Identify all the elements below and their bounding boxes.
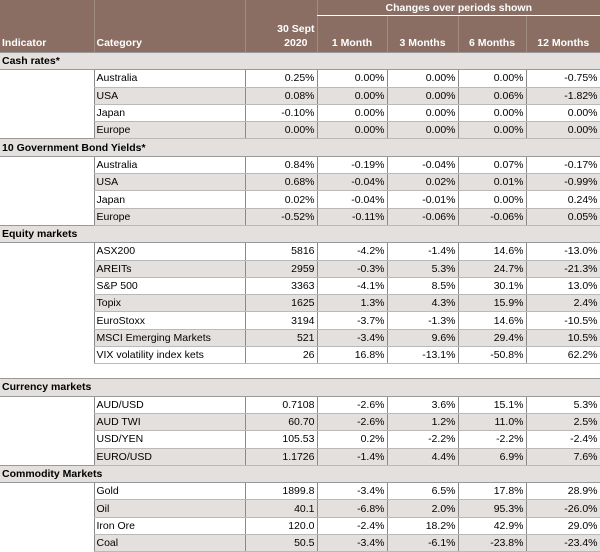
period-6-months-header: 6 Months [458, 16, 526, 53]
change-12-months-cell: -2.4% [526, 431, 600, 448]
indicator-cell [0, 312, 94, 329]
change-3-months-cell: 0.00% [387, 70, 458, 87]
change-12-months-cell: 2.5% [526, 413, 600, 430]
change-6-months-cell: -50.8% [458, 347, 526, 364]
value-30-sept-2020-cell: 105.53 [245, 431, 317, 448]
change-12-months-cell: 62.2% [526, 347, 600, 364]
change-12-months-cell: -0.75% [526, 70, 600, 87]
change-12-months-cell: -1.82% [526, 87, 600, 104]
change-3-months-cell: 18.2% [387, 517, 458, 534]
category-cell: Europe [94, 208, 245, 225]
value-30-sept-2020-cell: 3363 [245, 277, 317, 294]
category-cell: AUD/USD [94, 396, 245, 413]
period-1-month-header: 1 Month [317, 16, 387, 53]
value-30-sept-2020-cell: 120.0 [245, 517, 317, 534]
table-row [0, 191, 600, 208]
value-30-sept-2020-cell: 0.00% [245, 122, 317, 139]
table-row [0, 396, 600, 413]
indicator-cell [0, 431, 94, 448]
category-column-header: Category [94, 16, 245, 53]
change-6-months-cell: -0.06% [458, 208, 526, 225]
change-3-months-cell: 2.0% [387, 500, 458, 517]
change-3-months-cell: -13.1% [387, 347, 458, 364]
indicator-cell [0, 295, 94, 312]
change-3-months-cell: 0.02% [387, 174, 458, 191]
value-30-sept-2020-cell: 3194 [245, 312, 317, 329]
change-12-months-cell: 0.24% [526, 191, 600, 208]
header-spacer [94, 0, 245, 16]
change-3-months-cell: 0.00% [387, 87, 458, 104]
section-header-row [0, 139, 600, 156]
change-1-month-cell: -6.8% [317, 500, 387, 517]
indicator-cell [0, 122, 94, 139]
change-1-month-cell: -2.6% [317, 413, 387, 430]
change-12-months-cell: -10.5% [526, 312, 600, 329]
change-12-months-cell: -23.4% [526, 535, 600, 552]
change-1-month-cell: -3.4% [317, 329, 387, 346]
indicator-cell [0, 243, 94, 260]
table-row [0, 70, 600, 87]
table-row [0, 243, 600, 260]
section-title: Cash rates* [0, 53, 600, 70]
indicator-cell [0, 329, 94, 346]
change-12-months-cell: 5.3% [526, 396, 600, 413]
value-30-sept-2020-cell: 1.1726 [245, 448, 317, 465]
change-3-months-cell: 1.2% [387, 413, 458, 430]
category-cell: Japan [94, 191, 245, 208]
change-1-month-cell: -2.4% [317, 517, 387, 534]
change-3-months-cell: -0.06% [387, 208, 458, 225]
table-row [0, 87, 600, 104]
change-1-month-cell: -0.04% [317, 191, 387, 208]
change-12-months-cell: 0.00% [526, 104, 600, 121]
category-cell: Gold [94, 483, 245, 500]
value-30-sept-2020-cell: 2959 [245, 260, 317, 277]
value-30-sept-2020-cell: 0.68% [245, 174, 317, 191]
change-1-month-cell: 0.2% [317, 431, 387, 448]
change-3-months-cell: 4.3% [387, 295, 458, 312]
change-1-month-cell: 0.00% [317, 122, 387, 139]
category-cell: Topix [94, 295, 245, 312]
change-12-months-cell: -13.0% [526, 243, 600, 260]
change-3-months-cell: -0.01% [387, 191, 458, 208]
change-3-months-cell: -2.2% [387, 431, 458, 448]
indicator-cell [0, 174, 94, 191]
change-3-months-cell: 8.5% [387, 277, 458, 294]
change-12-months-cell: 29.0% [526, 517, 600, 534]
change-6-months-cell: -2.2% [458, 431, 526, 448]
indicator-cell [0, 483, 94, 500]
category-cell: EURO/USD [94, 448, 245, 465]
value-30-sept-2020-cell: 26 [245, 347, 317, 364]
indicator-cell [0, 347, 94, 364]
category-cell: EuroStoxx [94, 312, 245, 329]
category-cell: S&P 500 [94, 277, 245, 294]
change-1-month-cell: -3.4% [317, 483, 387, 500]
category-cell: ASX200 [94, 243, 245, 260]
indicator-cell [0, 413, 94, 430]
date-column-header [245, 16, 317, 53]
change-1-month-cell: -0.04% [317, 174, 387, 191]
change-12-months-cell: 0.00% [526, 122, 600, 139]
change-1-month-cell: -0.3% [317, 260, 387, 277]
value-30-sept-2020-cell: 1625 [245, 295, 317, 312]
change-6-months-cell: 95.3% [458, 500, 526, 517]
indicator-cell [0, 517, 94, 534]
change-3-months-cell: -6.1% [387, 535, 458, 552]
change-6-months-cell: 15.9% [458, 295, 526, 312]
change-6-months-cell: 0.06% [458, 87, 526, 104]
change-6-months-cell: -23.8% [458, 535, 526, 552]
change-6-months-cell: 0.00% [458, 70, 526, 87]
change-6-months-cell: 30.1% [458, 277, 526, 294]
change-6-months-cell: 24.7% [458, 260, 526, 277]
change-3-months-cell: 4.4% [387, 448, 458, 465]
table-row [0, 312, 600, 329]
change-1-month-cell: -0.11% [317, 208, 387, 225]
change-3-months-cell: 5.3% [387, 260, 458, 277]
table-row [0, 156, 600, 173]
header-spacer [245, 0, 317, 16]
indicator-cell [0, 191, 94, 208]
table-row [0, 295, 600, 312]
section-header-row [0, 465, 600, 482]
table-row [0, 277, 600, 294]
table-row [0, 500, 600, 517]
change-3-months-cell: 9.6% [387, 329, 458, 346]
table-row [0, 517, 600, 534]
category-cell: Coal [94, 535, 245, 552]
change-6-months-cell: 11.0% [458, 413, 526, 430]
value-30-sept-2020-cell: -0.10% [245, 104, 317, 121]
change-3-months-cell: 0.00% [387, 104, 458, 121]
change-1-month-cell: -4.1% [317, 277, 387, 294]
indicator-cell [0, 277, 94, 294]
change-12-months-cell: 13.0% [526, 277, 600, 294]
value-30-sept-2020-cell: 1899.8 [245, 483, 317, 500]
change-12-months-cell: -26.0% [526, 500, 600, 517]
change-1-month-cell: 16.8% [317, 347, 387, 364]
change-12-months-cell: 2.4% [526, 295, 600, 312]
change-12-months-cell: 7.6% [526, 448, 600, 465]
indicator-cell [0, 70, 94, 87]
category-cell: AUD TWI [94, 413, 245, 430]
value-30-sept-2020-cell: 0.02% [245, 191, 317, 208]
category-cell: Europe [94, 122, 245, 139]
date-header-text: 30 Sept 2020 [277, 23, 315, 49]
value-30-sept-2020-cell: 0.84% [245, 156, 317, 173]
category-cell: Japan [94, 104, 245, 121]
change-12-months-cell: -0.99% [526, 174, 600, 191]
value-30-sept-2020-cell: 0.25% [245, 70, 317, 87]
change-3-months-cell: -0.04% [387, 156, 458, 173]
change-6-months-cell: 14.6% [458, 312, 526, 329]
change-6-months-cell: 0.07% [458, 156, 526, 173]
category-cell: Australia [94, 156, 245, 173]
category-cell: USD/YEN [94, 431, 245, 448]
indicator-cell [0, 156, 94, 173]
change-1-month-cell: 0.00% [317, 104, 387, 121]
indicator-cell [0, 500, 94, 517]
change-12-months-cell: 0.05% [526, 208, 600, 225]
change-6-months-cell: 42.9% [458, 517, 526, 534]
table-row [0, 535, 600, 552]
change-12-months-cell: 28.9% [526, 483, 600, 500]
section-header-row [0, 53, 600, 70]
indicator-column-header: Indicator [0, 16, 94, 53]
category-cell: Australia [94, 70, 245, 87]
table-row [0, 104, 600, 121]
change-1-month-cell: -0.19% [317, 156, 387, 173]
section-title: 10 Government Bond Yields* [0, 139, 600, 156]
category-cell: Oil [94, 500, 245, 517]
value-30-sept-2020-cell: 0.08% [245, 87, 317, 104]
indicator-cell [0, 448, 94, 465]
indicator-cell [0, 396, 94, 413]
category-cell: AREITs [94, 260, 245, 277]
change-6-months-cell: 0.01% [458, 174, 526, 191]
table-row [0, 347, 600, 364]
section-header-row [0, 379, 600, 396]
indicator-cell [0, 208, 94, 225]
category-cell: USA [94, 87, 245, 104]
change-6-months-cell: 15.1% [458, 396, 526, 413]
header-spacer [0, 0, 94, 16]
category-cell: VIX volatility index kets [94, 347, 245, 364]
change-1-month-cell: 0.00% [317, 70, 387, 87]
change-1-month-cell: -3.4% [317, 535, 387, 552]
change-3-months-cell: 6.5% [387, 483, 458, 500]
change-1-month-cell: 0.00% [317, 87, 387, 104]
value-30-sept-2020-cell: 0.7108 [245, 396, 317, 413]
change-1-month-cell: -2.6% [317, 396, 387, 413]
category-cell: Iron Ore [94, 517, 245, 534]
section-title: Equity markets [0, 225, 600, 242]
table-row [0, 329, 600, 346]
table-row [0, 260, 600, 277]
period-3-months-header: 3 Months [387, 16, 458, 53]
change-6-months-cell: 14.6% [458, 243, 526, 260]
table-row [0, 208, 600, 225]
period-12-months-header: 12 Months [526, 16, 600, 53]
change-3-months-cell: -1.3% [387, 312, 458, 329]
change-1-month-cell: -3.7% [317, 312, 387, 329]
section-title: Currency markets [0, 379, 600, 396]
table-row [0, 483, 600, 500]
change-6-months-cell: 17.8% [458, 483, 526, 500]
value-30-sept-2020-cell: 50.5 [245, 535, 317, 552]
spacer-cell [0, 364, 600, 379]
changes-group-header: Changes over periods shown [317, 0, 600, 16]
table-row [0, 122, 600, 139]
change-6-months-cell: 0.00% [458, 104, 526, 121]
table-row [0, 174, 600, 191]
section-header-row [0, 225, 600, 242]
change-3-months-cell: -1.4% [387, 243, 458, 260]
value-30-sept-2020-cell: -0.52% [245, 208, 317, 225]
change-12-months-cell: 10.5% [526, 329, 600, 346]
indicator-cell [0, 87, 94, 104]
change-1-month-cell: -1.4% [317, 448, 387, 465]
indicator-cell [0, 260, 94, 277]
value-30-sept-2020-cell: 40.1 [245, 500, 317, 517]
value-30-sept-2020-cell: 521 [245, 329, 317, 346]
table-row [0, 431, 600, 448]
indicator-cell [0, 535, 94, 552]
change-6-months-cell: 29.4% [458, 329, 526, 346]
table-row [0, 413, 600, 430]
section-title: Commodity Markets [0, 465, 600, 482]
change-3-months-cell: 0.00% [387, 122, 458, 139]
category-cell: MSCI Emerging Markets [94, 329, 245, 346]
table-row [0, 448, 600, 465]
change-1-month-cell: -4.2% [317, 243, 387, 260]
change-6-months-cell: 0.00% [458, 122, 526, 139]
change-3-months-cell: 3.6% [387, 396, 458, 413]
category-cell: USA [94, 174, 245, 191]
change-12-months-cell: -0.17% [526, 156, 600, 173]
value-30-sept-2020-cell: 60.70 [245, 413, 317, 430]
table-body [0, 53, 600, 552]
value-30-sept-2020-cell: 5816 [245, 243, 317, 260]
change-1-month-cell: 1.3% [317, 295, 387, 312]
change-12-months-cell: -21.3% [526, 260, 600, 277]
indicator-cell [0, 104, 94, 121]
spacer-row [0, 364, 600, 379]
change-6-months-cell: 6.9% [458, 448, 526, 465]
change-6-months-cell: 0.00% [458, 191, 526, 208]
